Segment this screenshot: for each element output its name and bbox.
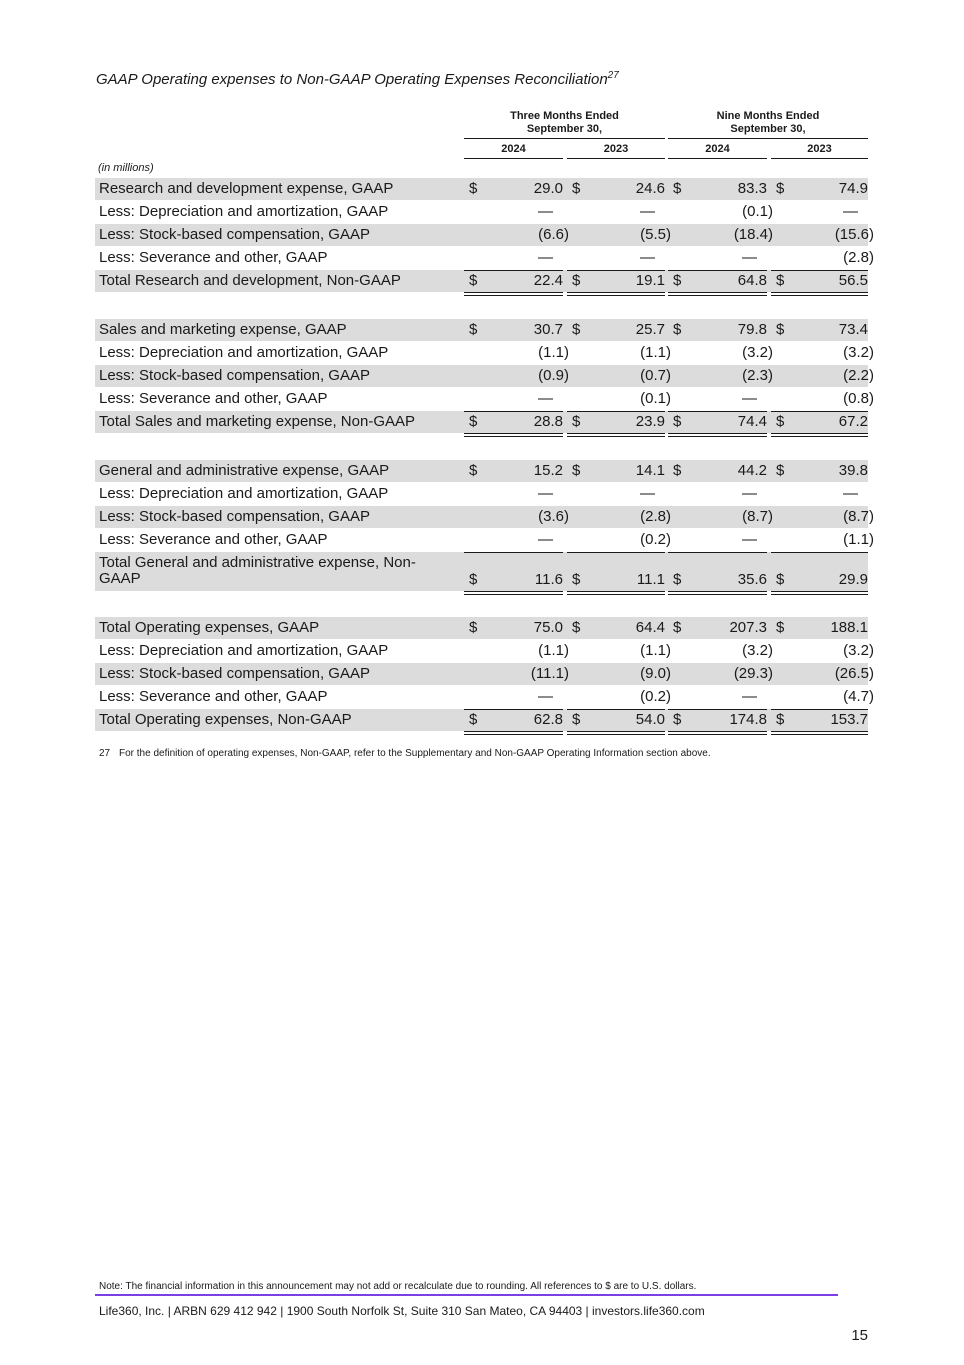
header-nine-months-label: Nine Months Ended xyxy=(716,110,820,122)
header-three-months-label: Three Months Ended xyxy=(510,110,619,122)
cell-value: — xyxy=(538,485,553,502)
value-cell xyxy=(771,552,868,591)
footnote xyxy=(99,748,711,759)
double-underline xyxy=(771,292,868,296)
value-cell xyxy=(771,640,874,662)
cell-value: — xyxy=(538,203,553,220)
cell-value: (6.6) xyxy=(538,226,569,243)
rounding-note: Note: The financial information in this announcement may not add or recalculate due to rounding. All references to $ are to U.S. dollars. xyxy=(99,1281,697,1292)
subtotal-rule xyxy=(464,709,563,710)
value-cell xyxy=(464,411,563,433)
value-cell xyxy=(567,178,665,200)
cell-value: 62.8 xyxy=(533,711,563,728)
double-underline xyxy=(567,433,665,437)
value-cell xyxy=(464,663,569,685)
value-cell xyxy=(771,319,868,341)
header-nine-months-rule xyxy=(668,138,868,139)
footnote-text: For the definition of operating expenses, Non-GAAP, refer to the Supplementary and Non-GAAP Operating Information section above. xyxy=(119,748,711,759)
double-underline xyxy=(567,591,665,595)
subtotal-rule xyxy=(464,552,563,553)
cell-value: 25.7 xyxy=(635,321,665,338)
dollar-sign: $ xyxy=(572,272,581,289)
value-cell xyxy=(771,529,874,551)
double-underline xyxy=(464,433,563,437)
cell-value: 24.6 xyxy=(635,180,665,197)
dollar-sign: $ xyxy=(776,413,785,430)
cell-value: 188.1 xyxy=(830,619,868,636)
footnote-number: 27 xyxy=(99,748,111,759)
header-year-3m-2024: 2024 xyxy=(501,143,526,155)
table-row xyxy=(95,388,874,410)
dollar-sign: $ xyxy=(673,619,682,636)
cell-value: (1.1) xyxy=(843,531,874,548)
cell-value: (2.8) xyxy=(843,249,874,266)
header-year-rule xyxy=(464,158,563,159)
cell-value: (3.2) xyxy=(742,344,773,361)
value-cell xyxy=(567,270,665,292)
cell-value: (0.7) xyxy=(640,367,671,384)
value-cell xyxy=(567,617,665,639)
dollar-sign: $ xyxy=(572,619,581,636)
subtotal-rule xyxy=(771,411,868,412)
value-cell xyxy=(771,506,874,528)
value-cell xyxy=(771,270,868,292)
cell-value: (3.2) xyxy=(742,642,773,659)
value-cell xyxy=(464,365,569,387)
double-underline xyxy=(771,591,868,595)
cell-value: (0.2) xyxy=(640,688,671,705)
value-cell xyxy=(464,178,563,200)
value-cell xyxy=(668,552,767,591)
row-label: Total Sales and marketing expense, Non-GAAP xyxy=(99,413,416,430)
cell-value: (8.7) xyxy=(742,508,773,525)
table-row xyxy=(95,178,868,200)
cell-value: (26.5) xyxy=(834,665,874,682)
row-label: Less: Depreciation and amortization, GAAP xyxy=(99,203,389,220)
cell-value: (0.1) xyxy=(742,203,773,220)
row-label: Total Operating expenses, Non-GAAP xyxy=(99,711,352,728)
subtotal-rule xyxy=(771,709,868,710)
value-cell xyxy=(464,201,563,223)
cell-value: (0.9) xyxy=(538,367,569,384)
value-cell xyxy=(567,247,665,269)
dollar-sign: $ xyxy=(469,462,478,479)
cell-value: 54.0 xyxy=(635,711,665,728)
value-cell xyxy=(771,247,874,269)
value-cell xyxy=(567,365,671,387)
dollar-sign: $ xyxy=(572,462,581,479)
header-nine-months-period: September 30, xyxy=(730,123,806,135)
cell-value: 75.0 xyxy=(533,619,563,636)
value-cell xyxy=(771,663,874,685)
cell-value: (0.8) xyxy=(843,390,874,407)
cell-value: 14.1 xyxy=(635,462,665,479)
header-year-9m-2024: 2024 xyxy=(705,143,730,155)
cell-value: (5.5) xyxy=(640,226,671,243)
dollar-sign: $ xyxy=(469,180,478,197)
value-cell xyxy=(464,319,563,341)
value-cell xyxy=(668,663,773,685)
dollar-sign: $ xyxy=(776,462,785,479)
value-cell xyxy=(771,709,868,731)
value-cell xyxy=(668,178,767,200)
value-cell xyxy=(567,663,671,685)
dollar-sign: $ xyxy=(469,321,478,338)
table-total-row xyxy=(95,270,868,292)
cell-value: — xyxy=(538,249,553,266)
value-cell xyxy=(771,365,874,387)
value-cell xyxy=(567,709,665,731)
value-cell xyxy=(464,529,563,551)
cell-value: — xyxy=(640,203,655,220)
table-row xyxy=(95,247,874,269)
table-row xyxy=(95,663,874,685)
dollar-sign: $ xyxy=(776,180,785,197)
cell-value: (15.6) xyxy=(834,226,874,243)
cell-value: (3.2) xyxy=(843,344,874,361)
double-underline xyxy=(567,292,665,296)
value-cell xyxy=(464,617,563,639)
value-cell xyxy=(771,201,868,223)
subtotal-rule xyxy=(567,270,665,271)
cell-value: 44.2 xyxy=(737,462,767,479)
cell-value: — xyxy=(538,688,553,705)
cell-value: (9.0) xyxy=(640,665,671,682)
cell-value: 22.4 xyxy=(533,272,563,289)
row-label: Less: Severance and other, GAAP xyxy=(99,390,328,407)
cell-value: (0.1) xyxy=(640,390,671,407)
dollar-sign: $ xyxy=(673,272,682,289)
dollar-sign: $ xyxy=(572,180,581,197)
dollar-sign: $ xyxy=(469,619,478,636)
cell-value: 30.7 xyxy=(533,321,563,338)
cell-value: 11.1 xyxy=(636,571,665,588)
dollar-sign: $ xyxy=(673,321,682,338)
cell-value: — xyxy=(742,390,757,407)
value-cell xyxy=(771,224,874,246)
cell-value: (1.1) xyxy=(538,642,569,659)
subtotal-rule xyxy=(567,709,665,710)
cell-value: (0.2) xyxy=(640,531,671,548)
row-label-line: GAAP xyxy=(99,570,141,587)
units-label: (in millions) xyxy=(98,162,154,174)
dollar-sign: $ xyxy=(673,571,682,588)
cell-value: 56.5 xyxy=(838,272,868,289)
value-cell xyxy=(464,552,563,591)
dollar-sign: $ xyxy=(572,413,581,430)
cell-value: — xyxy=(640,249,655,266)
cell-value: — xyxy=(742,688,757,705)
cell-value: 39.8 xyxy=(838,462,868,479)
subtotal-rule xyxy=(464,411,563,412)
value-cell xyxy=(464,640,569,662)
header-year-rule xyxy=(668,158,767,159)
value-cell xyxy=(567,529,671,551)
cell-value: (8.7) xyxy=(843,508,874,525)
value-cell xyxy=(668,483,767,505)
header-year-rule xyxy=(567,158,665,159)
value-cell xyxy=(668,529,767,551)
row-label: Less: Severance and other, GAAP xyxy=(99,531,328,548)
cell-value: — xyxy=(742,249,757,266)
cell-value: 67.2 xyxy=(838,413,868,430)
value-cell xyxy=(668,224,773,246)
table-row xyxy=(95,201,868,223)
table-row xyxy=(95,529,874,551)
value-cell xyxy=(567,411,665,433)
double-underline xyxy=(771,731,868,735)
table-row xyxy=(95,686,874,708)
header-three-months xyxy=(464,110,665,136)
subtotal-rule xyxy=(668,552,767,553)
value-cell xyxy=(771,178,868,200)
table-row xyxy=(95,319,868,341)
cell-value: 29.9 xyxy=(838,571,868,588)
cell-value: (4.7) xyxy=(843,688,874,705)
row-label xyxy=(99,555,416,587)
cell-value: 73.4 xyxy=(838,321,868,338)
company-footer: Life360, Inc. | ARBN 629 412 942 | 1900 South Norfolk St, Suite 310 San Mateo, CA 94403 | investors.life360.com xyxy=(99,1304,705,1318)
table-row xyxy=(95,460,868,482)
double-underline xyxy=(567,731,665,735)
value-cell xyxy=(771,686,874,708)
cell-value: (1.1) xyxy=(538,344,569,361)
double-underline xyxy=(668,292,767,296)
value-cell xyxy=(567,388,671,410)
subtotal-rule xyxy=(771,270,868,271)
dollar-sign: $ xyxy=(673,462,682,479)
double-underline xyxy=(464,591,563,595)
value-cell xyxy=(567,506,671,528)
dollar-sign: $ xyxy=(469,272,478,289)
cell-value: 64.4 xyxy=(635,619,665,636)
row-label: Less: Severance and other, GAAP xyxy=(99,688,328,705)
header-three-months-rule xyxy=(464,138,665,139)
value-cell xyxy=(771,460,868,482)
dollar-sign: $ xyxy=(673,180,682,197)
double-underline xyxy=(668,433,767,437)
row-label: Research and development expense, GAAP xyxy=(99,180,394,197)
value-cell xyxy=(567,342,671,364)
value-cell xyxy=(464,686,563,708)
subtotal-rule xyxy=(464,270,563,271)
table-total-row xyxy=(95,709,868,731)
dollar-sign: $ xyxy=(572,321,581,338)
cell-value: — xyxy=(742,531,757,548)
cell-value: 83.3 xyxy=(737,180,767,197)
dollar-sign: $ xyxy=(572,711,581,728)
dollar-sign: $ xyxy=(776,321,785,338)
value-cell xyxy=(567,686,671,708)
double-underline xyxy=(464,731,563,735)
value-cell xyxy=(771,617,868,639)
cell-value: (1.1) xyxy=(640,344,671,361)
cell-value: 79.8 xyxy=(737,321,767,338)
cell-value: 35.6 xyxy=(737,571,767,588)
value-cell xyxy=(668,617,767,639)
value-cell xyxy=(464,460,563,482)
row-label: Less: Stock-based compensation, GAAP xyxy=(99,226,370,243)
cell-value: 207.3 xyxy=(729,619,767,636)
cell-value: — xyxy=(843,203,858,220)
row-label: Total Research and development, Non-GAAP xyxy=(99,272,401,289)
row-label-line: Total General and administrative expense, Non- xyxy=(99,554,416,571)
row-label: Less: Depreciation and amortization, GAAP xyxy=(99,485,389,502)
dollar-sign: $ xyxy=(776,619,785,636)
page-title xyxy=(96,70,619,88)
dollar-sign: $ xyxy=(572,571,581,588)
cell-value: 11.6 xyxy=(534,571,563,588)
dollar-sign: $ xyxy=(776,571,785,588)
cell-value: — xyxy=(538,390,553,407)
title-footnote-ref: 27 xyxy=(607,70,619,81)
value-cell xyxy=(464,483,563,505)
table-total-row xyxy=(95,552,868,591)
header-year-rule xyxy=(771,158,868,159)
value-cell xyxy=(464,270,563,292)
header-year-3m-2023: 2023 xyxy=(603,143,629,155)
dollar-sign: $ xyxy=(469,711,478,728)
table-row xyxy=(95,224,874,246)
dollar-sign: $ xyxy=(776,272,785,289)
table-total-row xyxy=(95,411,868,433)
row-label: Less: Stock-based compensation, GAAP xyxy=(99,367,370,384)
value-cell xyxy=(567,201,665,223)
value-cell xyxy=(567,552,665,591)
value-cell xyxy=(668,365,773,387)
cell-value: 64.8 xyxy=(737,272,767,289)
value-cell xyxy=(567,224,671,246)
double-underline xyxy=(464,292,563,296)
dollar-sign: $ xyxy=(673,711,682,728)
cell-value: 19.1 xyxy=(635,272,665,289)
cell-value: 174.8 xyxy=(729,711,767,728)
row-label: Sales and marketing expense, GAAP xyxy=(99,321,347,338)
cell-value: — xyxy=(742,485,757,502)
value-cell xyxy=(771,342,874,364)
page-number: 15 xyxy=(851,1327,868,1344)
subtotal-rule xyxy=(668,270,767,271)
row-label: Less: Severance and other, GAAP xyxy=(99,249,328,266)
cell-value: 29.0 xyxy=(533,180,563,197)
cell-value: 15.2 xyxy=(533,462,563,479)
value-cell xyxy=(567,640,671,662)
row-label: Less: Depreciation and amortization, GAAP xyxy=(99,344,389,361)
row-label: Less: Stock-based compensation, GAAP xyxy=(99,665,370,682)
value-cell xyxy=(668,640,773,662)
subtotal-rule xyxy=(668,411,767,412)
value-cell xyxy=(668,319,767,341)
dollar-sign: $ xyxy=(673,413,682,430)
subtotal-rule xyxy=(668,709,767,710)
row-label: Less: Stock-based compensation, GAAP xyxy=(99,508,370,525)
cell-value: 74.9 xyxy=(838,180,868,197)
subtotal-rule xyxy=(567,552,665,553)
value-cell xyxy=(771,483,868,505)
cell-value: 74.4 xyxy=(737,413,767,430)
title-text: GAAP Operating expenses to Non-GAAP Operating Expenses Reconciliation xyxy=(96,71,608,88)
row-label: Total Operating expenses, GAAP xyxy=(99,619,320,636)
value-cell xyxy=(567,319,665,341)
table-row xyxy=(95,640,874,662)
value-cell xyxy=(668,270,767,292)
dollar-sign: $ xyxy=(776,711,785,728)
dollar-sign: $ xyxy=(469,571,478,588)
value-cell xyxy=(668,201,773,223)
table-row xyxy=(95,617,868,639)
value-cell xyxy=(771,388,874,410)
value-cell xyxy=(668,388,767,410)
value-cell xyxy=(464,388,563,410)
cell-value: (2.2) xyxy=(843,367,874,384)
cell-value: 153.7 xyxy=(830,711,868,728)
header-year-9m-2023: 2023 xyxy=(807,143,832,155)
dollar-sign: $ xyxy=(469,413,478,430)
cell-value: (11.1) xyxy=(530,665,569,682)
value-cell xyxy=(668,247,767,269)
cell-value: (3.2) xyxy=(843,642,874,659)
cell-value: — xyxy=(843,485,858,502)
value-cell xyxy=(668,709,767,731)
header-nine-months xyxy=(668,110,868,136)
value-cell xyxy=(668,342,773,364)
double-underline xyxy=(668,731,767,735)
value-cell xyxy=(668,686,767,708)
cell-value: — xyxy=(640,485,655,502)
value-cell xyxy=(464,506,569,528)
cell-value: (18.4) xyxy=(733,226,773,243)
row-label: General and administrative expense, GAAP xyxy=(99,462,390,479)
value-cell xyxy=(464,247,563,269)
subtotal-rule xyxy=(567,411,665,412)
header-three-months-period: September 30, xyxy=(526,123,603,135)
table-row xyxy=(95,483,868,505)
double-underline xyxy=(668,591,767,595)
cell-value: 28.8 xyxy=(533,413,563,430)
table-row xyxy=(95,506,874,528)
cell-value: (3.6) xyxy=(538,508,569,525)
value-cell xyxy=(771,411,868,433)
value-cell xyxy=(464,224,569,246)
cell-value: 23.9 xyxy=(635,413,665,430)
value-cell xyxy=(464,342,569,364)
value-cell xyxy=(464,709,563,731)
value-cell xyxy=(668,506,773,528)
cell-value: — xyxy=(538,531,553,548)
row-label: Less: Depreciation and amortization, GAAP xyxy=(99,642,389,659)
footer-divider xyxy=(95,1294,838,1296)
value-cell xyxy=(567,460,665,482)
cell-value: (1.1) xyxy=(640,642,671,659)
value-cell xyxy=(567,483,665,505)
cell-value: (2.8) xyxy=(640,508,671,525)
table-row xyxy=(95,365,874,387)
value-cell xyxy=(668,460,767,482)
subtotal-rule xyxy=(771,552,868,553)
cell-value: (29.3) xyxy=(733,665,773,682)
value-cell xyxy=(668,411,767,433)
double-underline xyxy=(771,433,868,437)
table-row xyxy=(95,342,874,364)
cell-value: (2.3) xyxy=(742,367,773,384)
